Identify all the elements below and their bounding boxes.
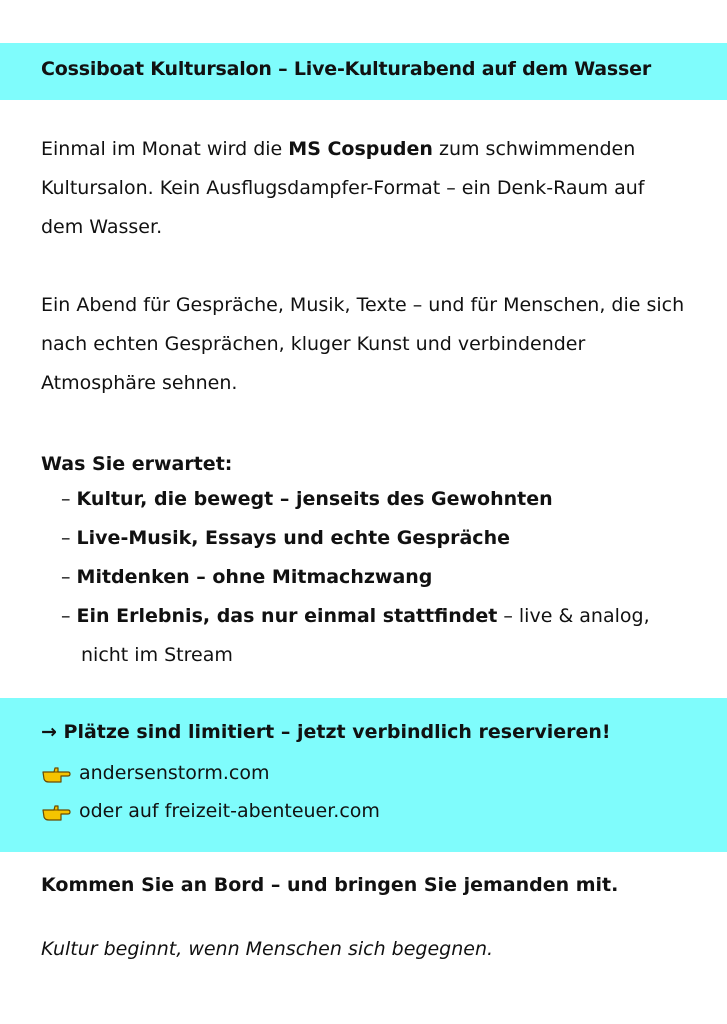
ship-name: MS Cospuden [288,138,433,160]
closing-headline: Kommen Sie an Bord – und bringen Sie jemanden mit. [41,874,619,896]
expect-list [61,480,650,675]
link-text[interactable]: andersenstorm.com [79,762,270,784]
list-item [61,519,650,558]
intro-paragraph-2: Ein Abend für Gespräche, Musik, Texte – und für Menschen, die sich nach echten Gesprächen, kluger Kunst und verbindender Atmosphäre sehnen. [41,294,685,394]
list-item [61,558,650,597]
list-item-bold: Live-Musik, Essays und echte Gespräche [76,527,510,549]
list-item-bold: Ein Erlebnis, das nur einmal stattfindet [76,605,498,627]
reservation-cta: → Plätze sind limitiert – jetzt verbindlich reservieren! [41,721,611,743]
list-item-rest: – live & analog, [497,605,650,627]
list-dash: – [61,488,77,510]
list-item-continuation: nicht im Stream [81,644,233,666]
link-andersenstorm[interactable] [41,758,269,788]
list-dash: – [61,527,77,549]
expect-heading: Was Sie erwartet: [41,453,233,475]
closing-quote: Kultur beginnt, wenn Menschen sich begegnen. [41,938,494,960]
link-text[interactable]: oder auf freizeit-abenteuer.com [79,800,380,822]
list-item [61,480,650,519]
list-item-bold: Mitdenken – ohne Mitmachzwang [76,566,433,588]
list-dash: – [61,566,77,588]
list-item-bold: Kultur, die bewegt – jenseits des Gewohnten [76,488,553,510]
intro-text-start: Einmal im Monat wird die [41,138,289,160]
pointing-hand-icon [41,762,71,784]
link-freizeit-abenteuer[interactable] [41,796,380,826]
list-item [61,597,650,636]
page-title: Cossiboat Kultursalon – Live-Kulturabend auf dem Wasser [41,58,651,80]
list-dash: – [61,605,77,627]
intro-paragraph-1 [41,130,691,247]
intro-text-end: zum schwimmenden Kultursalon. Kein Ausflugsdampfer-Format – ein Denk-Raum auf dem Wasser. [41,138,645,238]
pointing-hand-icon [41,800,71,822]
